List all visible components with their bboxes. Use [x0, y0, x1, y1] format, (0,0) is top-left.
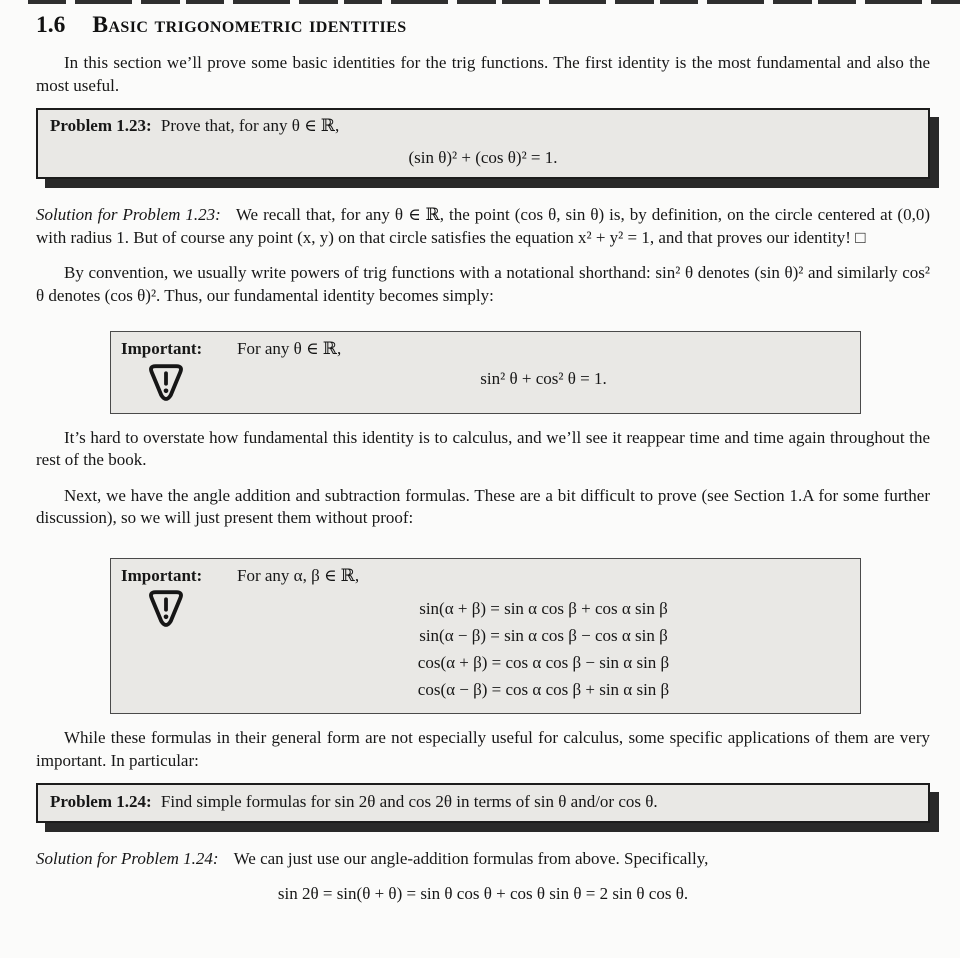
important-box-angle-formulas: [110, 558, 861, 715]
solution-1-24-text: We can just use our angle-addition formulas from above. Specifically,: [233, 848, 709, 868]
problem-1-23-equation: (sin θ)² + (cos θ)² = 1.: [408, 147, 558, 167]
pythagorean-identity-equation: sin² θ + cos² θ = 1.: [480, 368, 607, 388]
section-number: 1.6: [36, 12, 66, 38]
important-angle-intro: For any α, β ∈ ℝ,: [237, 565, 360, 585]
page-top-scan-artifact: [28, 0, 960, 4]
problem-1-24-label: Problem 1.24:: [50, 792, 152, 811]
angle-formula-sin-sum: sin(α + β) = sin α cos β + cos α sin β: [419, 599, 668, 618]
important-box-identity-body: [237, 338, 850, 403]
problem-1-23-statement: Prove that, for any θ ∈ ℝ,: [160, 116, 340, 135]
solution-1-23-text: We recall that, for any θ ∈ ℝ, the point (cos θ, sin θ) is, by definition, on the circle centered at (0,0) with radius 1. But of course any point (x, y) on that circle satisfies the equation x² + y² = 1, and that proves our identity! □: [36, 205, 930, 247]
important-identity-intro: For any θ ∈ ℝ,: [237, 339, 342, 358]
problem-1-23-statement-line: [50, 115, 916, 138]
angle-formula-sin-diff: sin(α − β) = sin α cos β − cos α sin β: [419, 626, 668, 645]
important-box-angle-formulas-left: [121, 565, 237, 704]
problem-1-24-statement-line: [50, 791, 916, 814]
warning-icon: [147, 363, 185, 403]
angle-addition-paragraph: Next, we have the angle addition and subtraction formulas. These are a bit difficult to prove (see Section 1.A for some further discussion), so we will just present them without proof:: [36, 485, 930, 527]
problem-1-23-box: [36, 108, 930, 179]
fundamental-paragraph: It’s hard to overstate how fundamental this identity is to calculus, and we’ll see it reappear time and time again throughout the rest of the book.: [36, 427, 930, 469]
angle-formula-stack: [237, 595, 850, 703]
problem-1-24-statement: Find simple formulas for sin 2θ and cos 2θ in terms of sin θ and/or cos θ.: [160, 792, 658, 811]
important-box-angle-formulas-body: [237, 565, 850, 704]
angle-formula-cos-sum: cos(α + β) = cos α cos β − sin α sin β: [417, 653, 670, 672]
section-title: Basic trigonometric identities: [92, 12, 407, 38]
solution-1-24-label: Solution for Problem 1.24:: [36, 848, 219, 868]
problem-1-24-box: [36, 783, 930, 823]
important-box-identity-left: [121, 338, 237, 403]
warning-icon: [147, 589, 185, 629]
problem-1-23-label: Problem 1.23:: [50, 116, 152, 135]
important-box-identity: [110, 331, 861, 414]
applications-paragraph: While these formulas in their general form are not especially useful for calculus, some specific applications of them are very important. In particular:: [36, 728, 930, 770]
section-heading: [36, 11, 930, 39]
important-label: Important:: [121, 565, 203, 585]
intro-paragraph: In this section we’ll prove some basic identities for the trig functions. The first identity is the most fundamental and also the most useful.: [36, 53, 930, 95]
important-label: Important:: [121, 339, 203, 358]
double-angle-equation: sin 2θ = sin(θ + θ) = sin θ cos θ + cos θ sin θ = 2 sin θ cos θ.: [277, 884, 689, 903]
solution-1-23: [36, 204, 930, 249]
angle-formula-cos-diff: cos(α − β) = cos α cos β + sin α sin β: [417, 680, 670, 699]
solution-1-24: [36, 848, 930, 871]
solution-1-23-label: Solution for Problem 1.23:: [36, 205, 221, 224]
notation-paragraph: By convention, we usually write powers of trig functions with a notational shorthand: sin² θ denotes (sin θ)² and similarly cos² θ denotes (cos θ)². Thus, our fundamental identity becomes simply:: [36, 263, 930, 305]
